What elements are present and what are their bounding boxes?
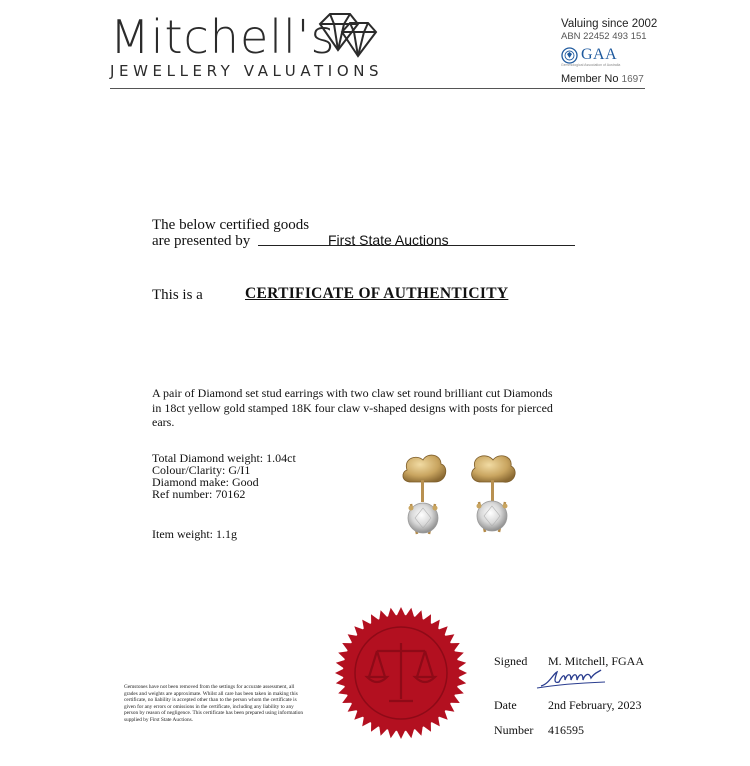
member-label: Member No bbox=[561, 73, 619, 85]
certificate-title: CERTIFICATE OF AUTHENTICITY bbox=[245, 285, 509, 302]
brand-tagline: JEWELLERY VALUATIONS bbox=[110, 62, 384, 80]
presentation-line-2: are presented by bbox=[152, 233, 251, 249]
diamond-logo-icon bbox=[316, 10, 380, 58]
handwritten-signature bbox=[535, 668, 615, 692]
number-value: 416595 bbox=[548, 723, 584, 737]
date-label: Date bbox=[494, 698, 517, 712]
number-label: Number bbox=[494, 723, 534, 737]
gaa-subtext: Gemmological Association of Australia bbox=[561, 63, 621, 67]
right-earring bbox=[472, 456, 516, 532]
signed-label: Signed bbox=[494, 654, 528, 668]
red-wax-seal-scales-icon bbox=[333, 605, 469, 741]
detail-colour-clarity: Colour/Clarity: G/I1 bbox=[152, 463, 251, 477]
signed-value: M. Mitchell, FGAA bbox=[548, 654, 644, 668]
presentation-line-1: The below certified goods bbox=[152, 217, 310, 233]
abn-number: ABN 22452 493 151 bbox=[561, 31, 647, 42]
brand-name: Mitchell's bbox=[110, 10, 336, 64]
date-value: 2nd February, 2023 bbox=[548, 698, 642, 712]
left-earring bbox=[403, 455, 446, 534]
certificate-prefix: This is a bbox=[152, 287, 203, 303]
detail-total-weight: Total Diamond weight: 1.04ct bbox=[152, 451, 296, 465]
member-number-value: 1697 bbox=[621, 74, 644, 85]
header-divider bbox=[110, 88, 645, 89]
presenter-name: First State Auctions bbox=[328, 232, 449, 248]
member-number bbox=[561, 73, 644, 85]
item-weight: Item weight: 1.1g bbox=[152, 527, 237, 541]
gaa-logo-text: GAA bbox=[581, 46, 618, 63]
valuing-since: Valuing since 2002 bbox=[561, 18, 658, 30]
disclaimer-fine-print: Gemstones have not been removed from the settings for accurate assessment, all grades and weights are approximate. Whilst all care has been taken in making this certificate, no liability is accepted other than to the person whom the certificate is given for any errors or omissions in the certificate, including any liability to any person by reason of negligence. This certificate has been prepared using information supplied by First State Auctions. bbox=[124, 684, 304, 723]
earrings-photo bbox=[395, 448, 530, 548]
item-description: A pair of Diamond set stud earrings with two claw set round brilliant cut Diamonds in 18ct yellow gold stamped 18K four claw v-shaped designs with posts for pierced ears. bbox=[152, 386, 553, 429]
gaa-badge bbox=[561, 46, 617, 64]
detail-ref-number: Ref number: 70162 bbox=[152, 487, 246, 501]
gaa-emblem-icon bbox=[561, 47, 578, 64]
detail-diamond-make: Diamond make: Good bbox=[152, 475, 259, 489]
